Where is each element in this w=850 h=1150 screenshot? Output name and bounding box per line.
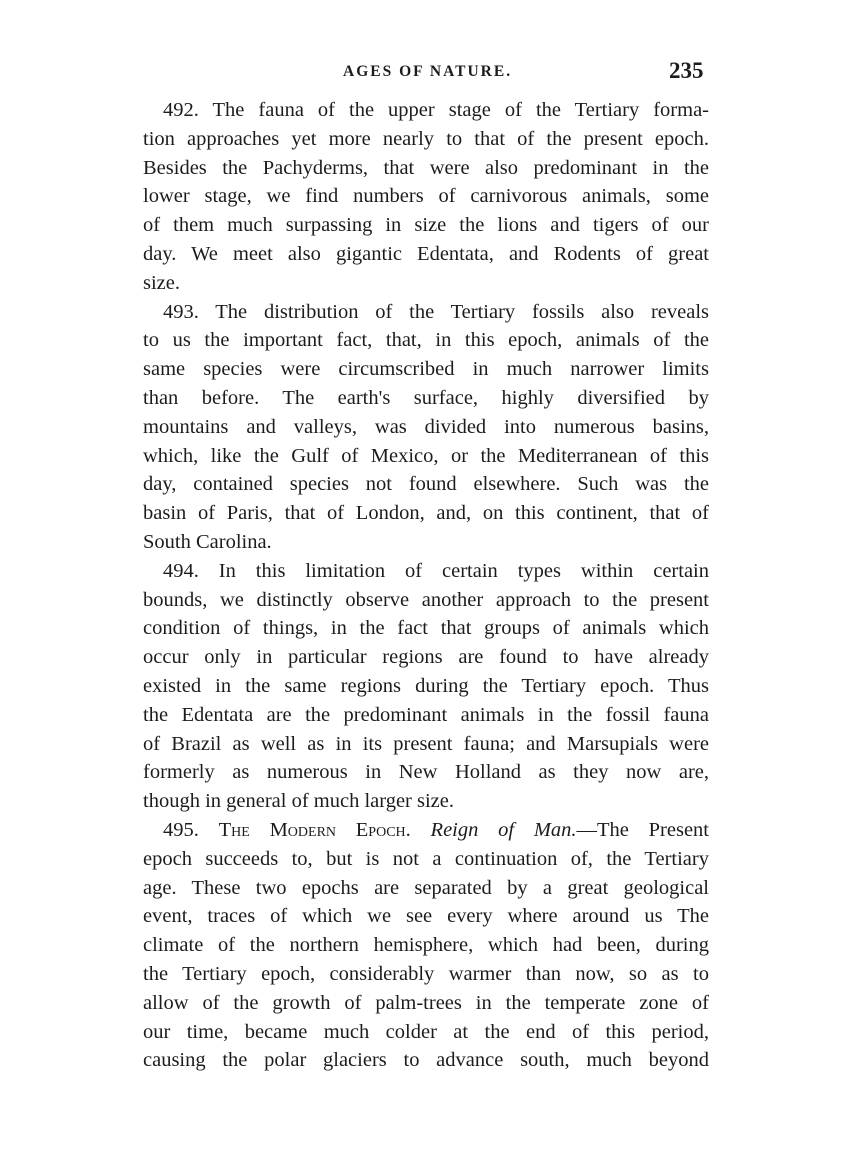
- text-line: which, like the Gulf of Mexico, or the Mediterranean of this: [143, 444, 709, 467]
- text-line: same species were circumscribed in much narrower limits: [143, 358, 709, 381]
- text-line: existed in the same regions during the Tertiary epoch. Thus: [143, 674, 709, 697]
- text-line: formerly as numerous in New Holland as they now are,: [143, 761, 709, 784]
- paragraph-number: 495.: [163, 818, 199, 841]
- text-line: condition of things, in the fact that groups of animals which: [143, 617, 709, 640]
- text-line: climate of the northern hemisphere, which had been, during: [143, 934, 709, 957]
- text-line: allow of the growth of palm-trees in the temperate zone of: [143, 991, 709, 1014]
- page-number: 235: [669, 58, 704, 83]
- section-heading-line: [143, 816, 709, 845]
- text-line: the Edentata are the predominant animals in the fossil fauna: [143, 703, 709, 726]
- paragraph-492: [143, 96, 709, 298]
- text-line: age. These two epochs are separated by a great geological: [143, 876, 709, 899]
- text-line: tion approaches yet more nearly to that of the present epoch.: [143, 127, 709, 150]
- text-line: 494. In this limitation of certain types within certain: [163, 559, 709, 582]
- text-line: of Brazil as well as in its present fauna; and Marsupials were: [143, 732, 709, 755]
- running-head: AGES OF NATURE.: [343, 63, 513, 80]
- text-line: day. We meet also gigantic Edentata, and Rodents of great: [143, 242, 709, 265]
- text-line: to us the important fact, that, in this epoch, animals of the: [143, 329, 709, 352]
- text-line: day, contained species not found elsewhere. Such was the: [143, 473, 709, 496]
- text-line: our time, became much colder at the end of this period,: [143, 1020, 709, 1043]
- section-subheading: Reign of Man.: [430, 818, 577, 841]
- paragraph-494: [143, 557, 709, 816]
- text-line: 493. The distribution of the Tertiary fossils also reveals: [163, 300, 709, 323]
- heading-line-rest: —The Present: [576, 818, 710, 841]
- text-line: epoch succeeds to, but is not a continuation of, the Tertiary: [143, 847, 709, 870]
- text-line: occur only in particular regions are found to have already: [143, 646, 709, 669]
- text-line: lower stage, we find numbers of carnivorous animals, some: [143, 185, 709, 208]
- section-heading: The Modern Epoch.: [218, 818, 411, 841]
- text-line: of them much surpassing in size the lions and tigers of our: [143, 214, 709, 237]
- text-line: causing the polar glaciers to advance south, much beyond: [143, 1049, 709, 1072]
- text-line: bounds, we distinctly observe another approach to the present: [143, 588, 709, 611]
- text-line: the Tertiary epoch, considerably warmer than now, so as to: [143, 962, 709, 985]
- paragraph-495: [143, 816, 709, 1075]
- paragraph-493: [143, 298, 709, 557]
- text-line: South Carolina.: [143, 530, 272, 553]
- text-line: Besides the Pachyderms, that were also predominant in the: [143, 156, 709, 179]
- text-line: though in general of much larger size.: [143, 790, 455, 813]
- text-line: mountains and valleys, was divided into numerous basins,: [143, 415, 709, 438]
- text-line: than before. The earth's surface, highly diversified by: [143, 386, 709, 409]
- text-line: 492. The fauna of the upper stage of the Tertiary forma-: [163, 99, 709, 121]
- body-text: [143, 96, 709, 1075]
- text-line: basin of Paris, that of London, and, on this continent, that of: [143, 502, 709, 525]
- text-line: event, traces of which we see every where around us The: [143, 905, 709, 928]
- text-line: size.: [143, 271, 180, 294]
